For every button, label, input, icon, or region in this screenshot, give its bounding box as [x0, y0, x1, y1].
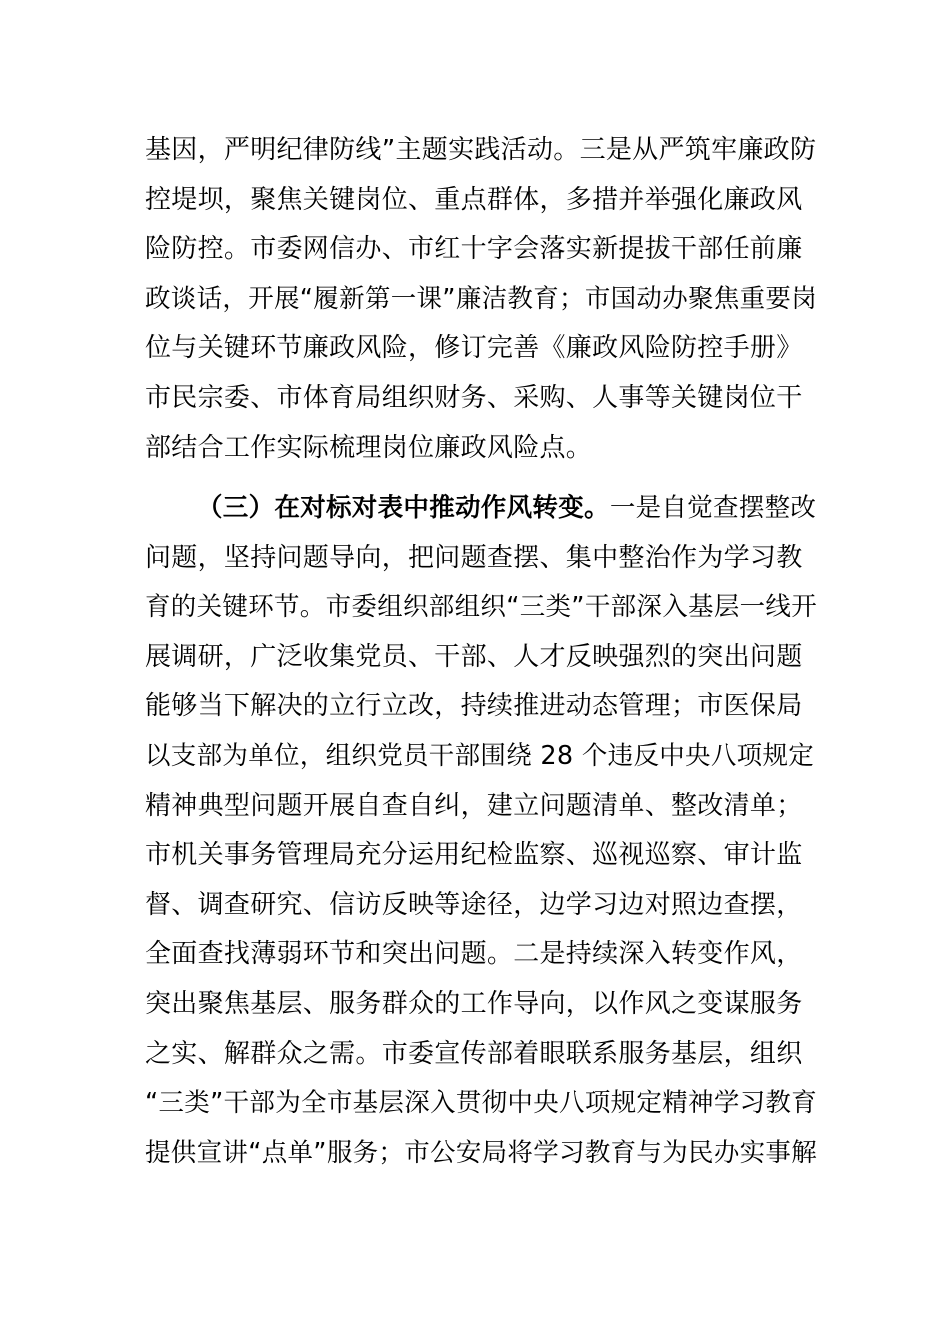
text-line: 部结合工作实际梳理岗位廉政风险点。 [145, 432, 593, 463]
text-line: 问题，坚持问题导向，把问题查摆、集中整治作为学习教 [145, 542, 803, 573]
text-line: 展调研，广泛收集党员、干部、人才反映强烈的突出问题 [145, 641, 803, 672]
text-line: 控堤坝，聚焦关键岗位、重点群体，多措并举强化廉政风 [145, 184, 803, 215]
text-line: 基因，严明纪律防线”主题实践活动。三是从严筑牢廉政防 [145, 135, 817, 165]
text-line: 之实、解群众之需。市委宣传部着眼联系服务基层，组织 [145, 1038, 803, 1069]
text-line: 全面查找薄弱环节和突出问题。二是持续深入转变作风， [145, 939, 803, 970]
text-line: 政谈话，开展“履新第一课”廉洁教育；市国动办聚焦重要岗 [145, 283, 818, 314]
paragraph-risk-prevention [145, 126, 825, 473]
section-heading: （三）在对标对表中推动作风转变。 [197, 493, 610, 523]
text-line: 险防控。市委网信办、市红十字会落实新提拔干部任前廉 [145, 234, 803, 265]
text-line: 育的关键环节。市委组织部组织“三类”干部深入基层一线开 [145, 592, 818, 623]
text-line: “三类”干部为全市基层深入贯彻中央八项规定精神学习教育 [145, 1088, 818, 1119]
text-line: 位与关键环节廉政风险，修订完善《廉政风险防控手册》 [145, 333, 803, 364]
paragraph-style-change [145, 484, 825, 1178]
text-line: 以支部为单位，组织党员干部围绕 28 个违反中央八项规定 [145, 740, 815, 771]
text-line: 精神典型问题开展自查自纠，建立问题清单、整改清单； [145, 790, 803, 821]
text-line: 市民宗委、市体育局组织财务、采购、人事等关键岗位干 [145, 382, 803, 413]
text-line: 督、调查研究、信访反映等途径，边学习边对照边查摆， [145, 889, 803, 920]
text-line: 市机关事务管理局充分运用纪检监察、巡视巡察、审计监 [145, 840, 803, 871]
heading-continuation: 一是自觉查摆整改 [609, 493, 817, 523]
text-line: 能够当下解决的立行立改，持续推进动态管理；市医保局 [145, 691, 803, 722]
text-line: 提供宣讲“点单”服务；市公安局将学习教育与为民办实事解 [145, 1137, 818, 1168]
text-line: 突出聚焦基层、服务群众的工作导向，以作风之变谋服务 [145, 988, 803, 1019]
paragraph-first-line [145, 484, 825, 534]
